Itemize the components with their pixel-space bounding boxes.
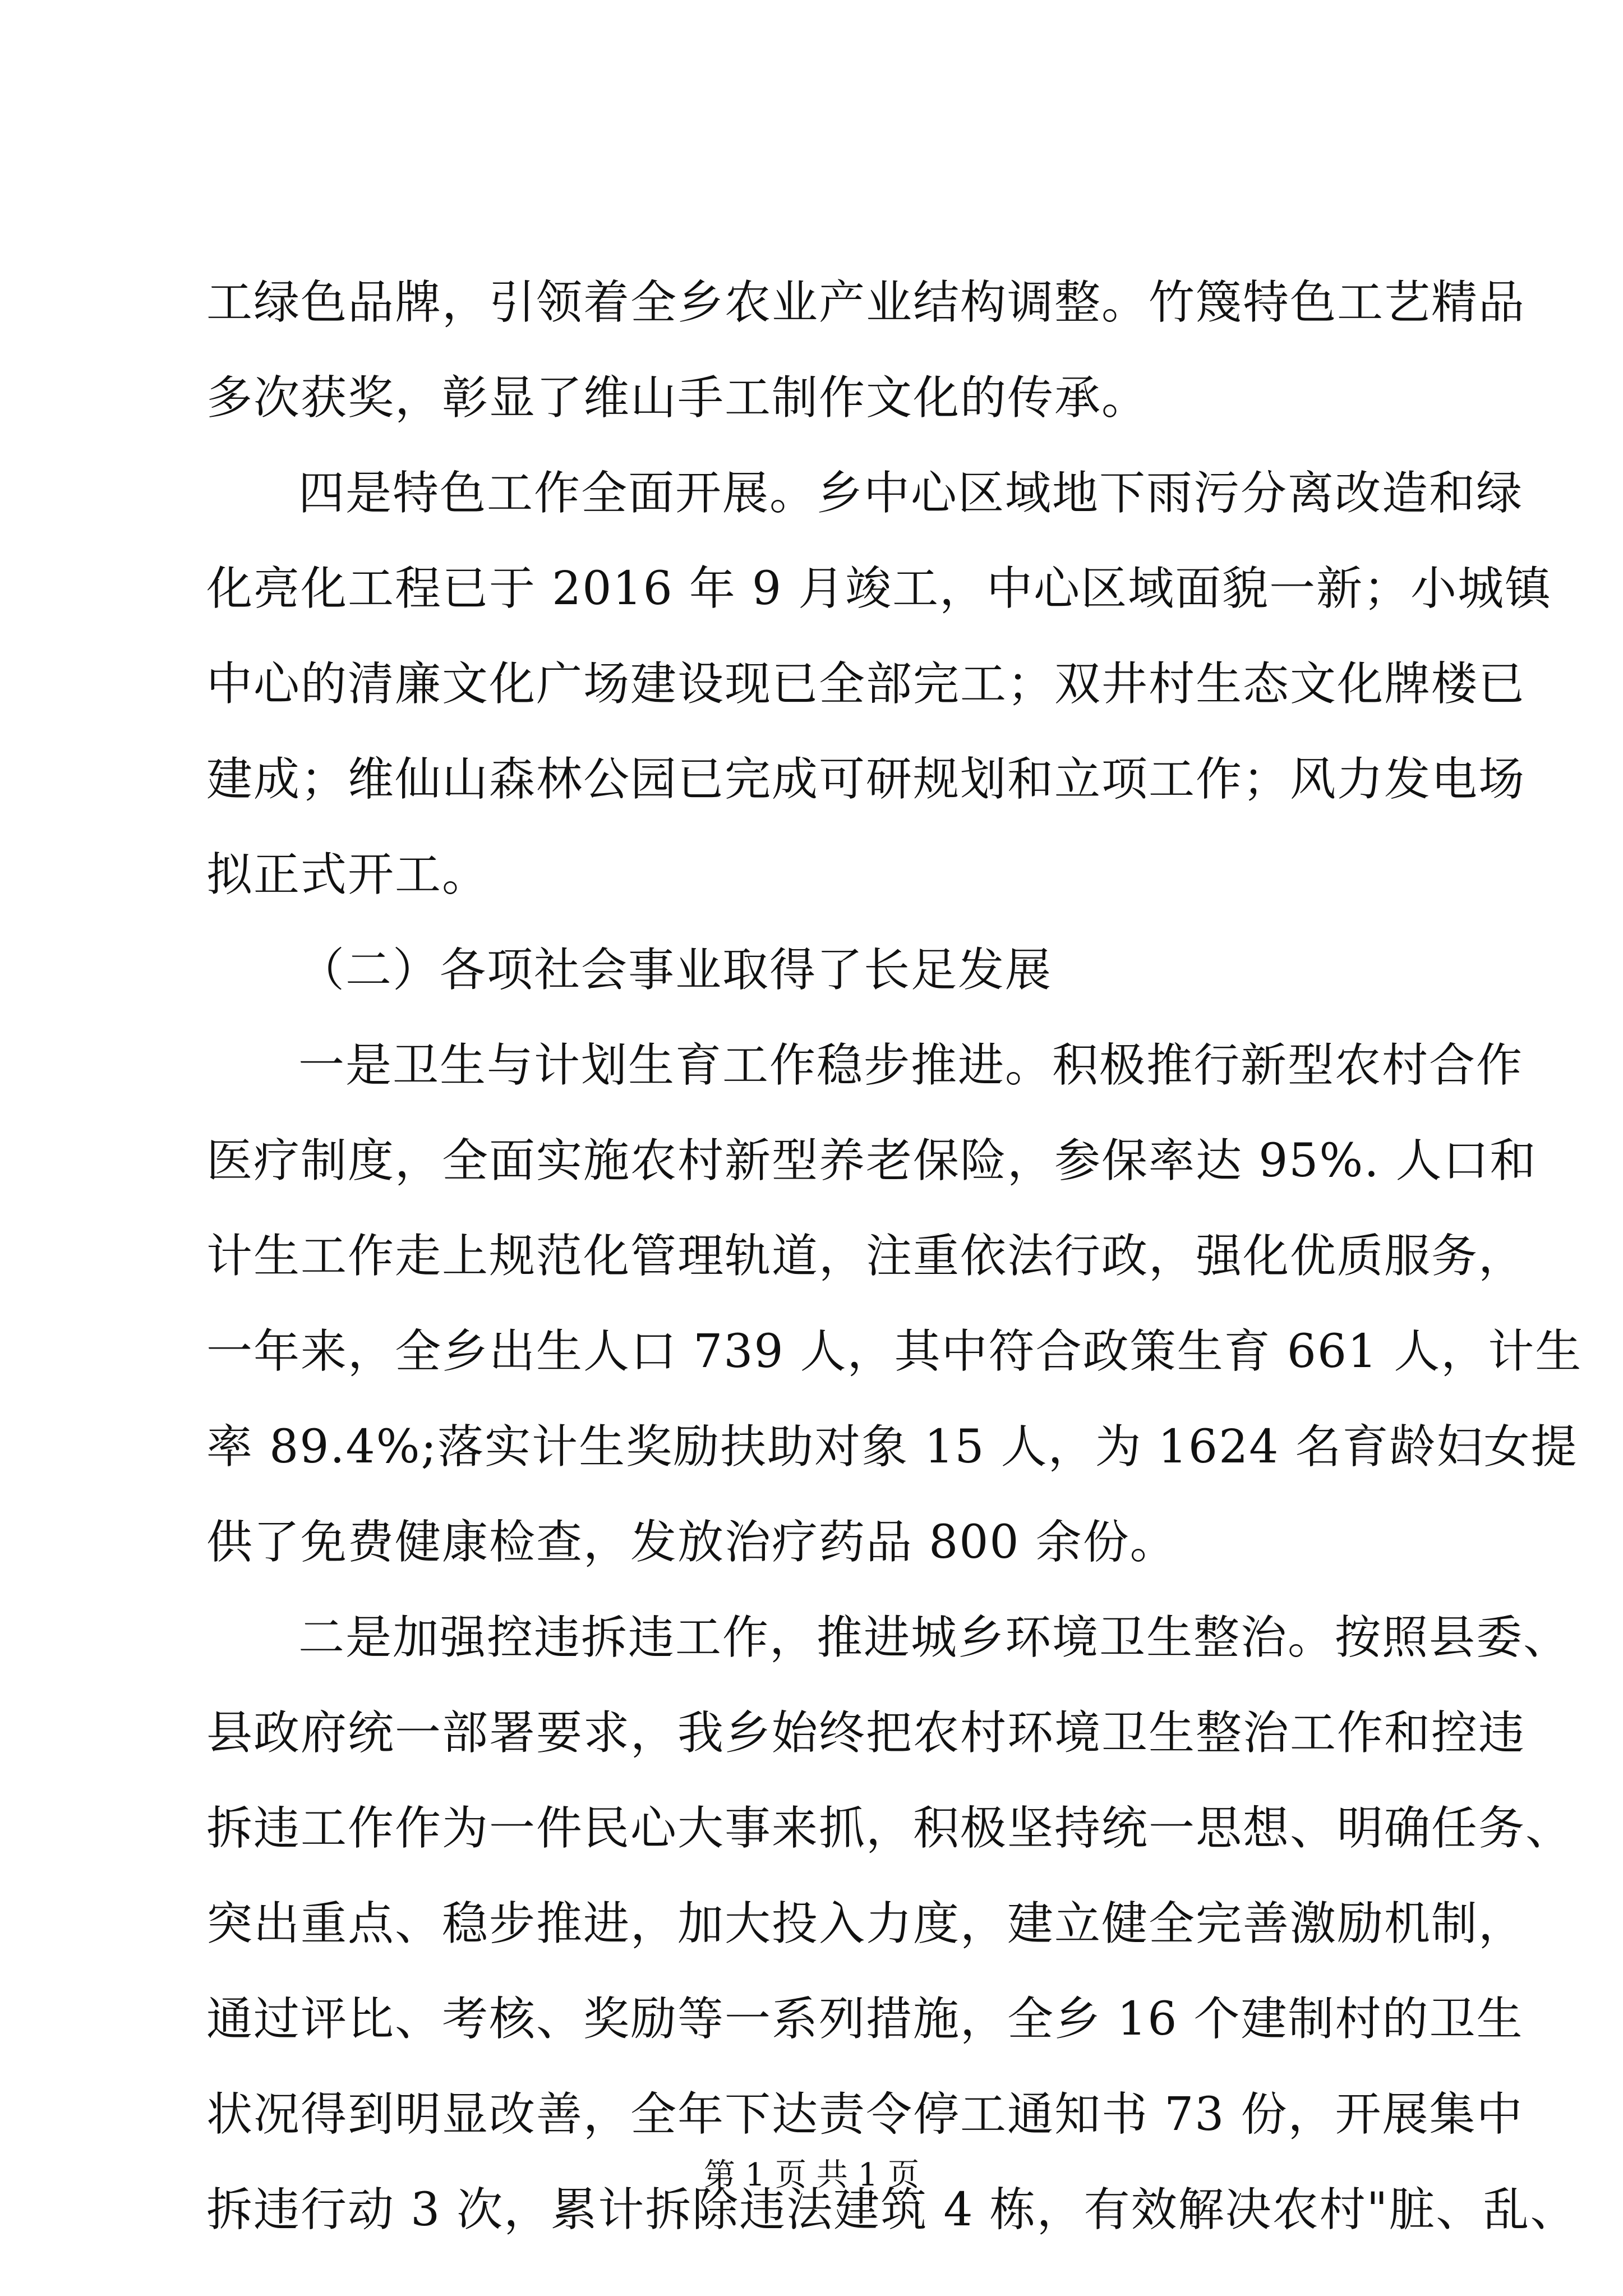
text-line: 突出重点、稳步推进，加大投入力度，建立健全完善激励机制， (206, 1897, 1526, 1950)
text-line: 多次获奖，彰显了维山手工制作文化的传承。 (206, 371, 1149, 425)
text-line: 四是特色工作全面开展。乡中心区域地下雨污分离改造和绿 (298, 467, 1524, 520)
page-number-footer: 第 1 页 共 1 页 (703, 2157, 920, 2193)
text-line: 一是卫生与计划生育工作稳步推进。积极推行新型农村合作 (298, 1039, 1524, 1092)
text-line: 计生工作走上规范化管理轨道，注重依法行政，强化优质服务， (206, 1230, 1526, 1283)
text-line: 率 89.4%;落实计生奖励扶助对象 15 人，为 1624 名育龄妇女提 (206, 1420, 1578, 1474)
text-line: 拟正式开工。 (206, 848, 490, 901)
text-line: 拆违行动 3 次，累计拆除违法建筑 4 栋，有效解决农村"脏、乱、 (206, 2183, 1578, 2237)
text-line: 中心的清廉文化广场建设现已全部完工；双井村生态文化牌楼已 (206, 657, 1526, 711)
text-line: 状况得到明显改善，全年下达责令停工通知书 73 份，开展集中 (206, 2088, 1524, 2141)
document-body (206, 255, 1583, 2258)
text-line: 化亮化工程已于 2016 年 9 月竣工，中心区域面貌一新；小城镇 (206, 562, 1552, 615)
text-line: 供了免费健康检查，发放治疗药品 800 余份。 (206, 1516, 1177, 1569)
text-line: 拆违工作作为一件民心大事来抓，积极坚持统一思想、明确任务、 (206, 1802, 1573, 1855)
text-line: 医疗制度，全面实施农村新型养老保险，参保率达 95%. 人口和 (206, 1134, 1537, 1188)
section-heading: （二）各项社会事业取得了长足发展 (298, 944, 1053, 997)
text-line: 一年来，全乡出生人口 739 人，其中符合政策生育 661 人，计生 (206, 1325, 1583, 1378)
text-line: 县政府统一部署要求，我乡始终把农村环境卫生整治工作和控违 (206, 1706, 1526, 1760)
text-line: 二是加强控违拆违工作，推进城乡环境卫生整治。按照县委、 (298, 1611, 1571, 1664)
text-line: 建成；维仙山森林公园已完成可研规划和立项工作；风力发电场 (206, 753, 1526, 806)
text-line: 工绿色品牌，引领着全乡农业产业结构调整。竹篾特色工艺精品 (206, 276, 1526, 329)
text-line: 通过评比、考核、奖励等一系列措施，全乡 16 个建制村的卫生 (206, 1993, 1524, 2046)
